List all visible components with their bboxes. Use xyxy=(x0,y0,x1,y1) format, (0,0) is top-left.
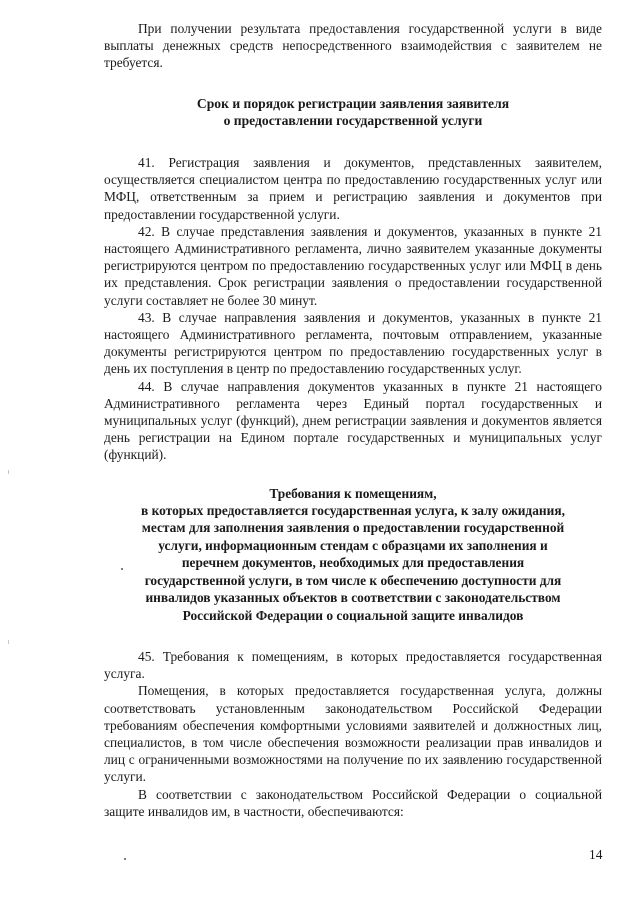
heading-line: Российской Федерации о социальной защите инвалидов xyxy=(182,607,524,623)
heading-line: Срок и порядок регистрации заявления заявителя xyxy=(196,95,510,111)
heading-line: Требования к помещениям, xyxy=(269,485,437,501)
paragraph-43: 43. В случае направления заявления и документов, указанных в пункте 21 настоящего Административного регламента, почтовым отправлением, указанные документы регистрируются центром по предоставлению государственных услуг в день их поступления в центр по предоставлению государственных услуг. xyxy=(104,309,602,377)
scan-speck xyxy=(121,568,123,570)
heading-line: услуги, информационным стендам с образцами их заполнения и xyxy=(158,537,548,553)
scan-margin-mark xyxy=(8,640,9,644)
page-number: 14 xyxy=(589,847,603,862)
heading-line: в которых предоставляется государственная услуга, к залу ожидания, xyxy=(141,503,565,519)
heading-line: местам для заполнения заявления о предоставлении государственной xyxy=(141,520,565,536)
scan-margin-mark xyxy=(8,470,9,474)
section-heading-premises xyxy=(104,485,602,624)
paragraph-accessibility: В соответствии с законодательством Российской Федерации о социальной защите инвалидов им, в частности, обеспечиваются: xyxy=(104,786,602,819)
paragraph-premises: Помещения, в которых предоставляется государственная услуга, должны соответствовать установленным законодательством Российской Федерации требованиям обеспечения комфортными условиями заявителей и должностных лиц, специалистов, в том числе обеспечения возможности реализации прав инвалидов и лиц с ограниченными возможностями на получение по их заявлению государственной услуги. xyxy=(104,683,602,785)
paragraph-41: 41. Регистрация заявления и документов, представленных заявителем, осуществляется специалистом центра по предоставлению государственных услуг или МФЦ, ответственным за прием и регистрацию заявления и документов при предоставлении государственной услуги. xyxy=(104,155,602,222)
paragraph-42: 42. В случае представления заявления и документов, указанных в пункте 21 настоящего Административного регламента, лично заявителем указанные документы регистрируются центром по предоставлению государственных услуг или МФЦ в день их представления. Срок регистрации заявления о предоставлении государственной услуги составляет не более 30 минут. xyxy=(104,223,602,308)
paragraph-44: 44. В случае направления документов указанных в пункте 21 настоящего Административного регламента через Единый портал государственных и муниципальных услуг (функций), днем регистрации заявления и документов является день регистрации на Едином портале государственных и муниципальных услуг (функций). xyxy=(104,378,602,463)
heading-line: о предоставлении государственной услуги xyxy=(223,112,483,128)
heading-line: государственной услуги, в том числе к обеспечению доступности для xyxy=(144,572,562,588)
document-page xyxy=(104,20,602,820)
heading-line: инвалидов указанных объектов в соответствии с законодательством xyxy=(145,590,561,606)
intro-paragraph: При получении результата предоставления государственной услуги в виде выплаты денежных средств непосредственного взаимодействия с заявителем не требуется. xyxy=(104,21,602,71)
paragraph-45: 45. Требования к помещениям, в которых предоставляется государственная услуга. xyxy=(104,648,602,682)
section-heading-registration xyxy=(104,95,602,129)
heading-line: перечнем документов, необходимых для предоставления xyxy=(181,555,525,571)
scan-speck xyxy=(124,858,126,860)
